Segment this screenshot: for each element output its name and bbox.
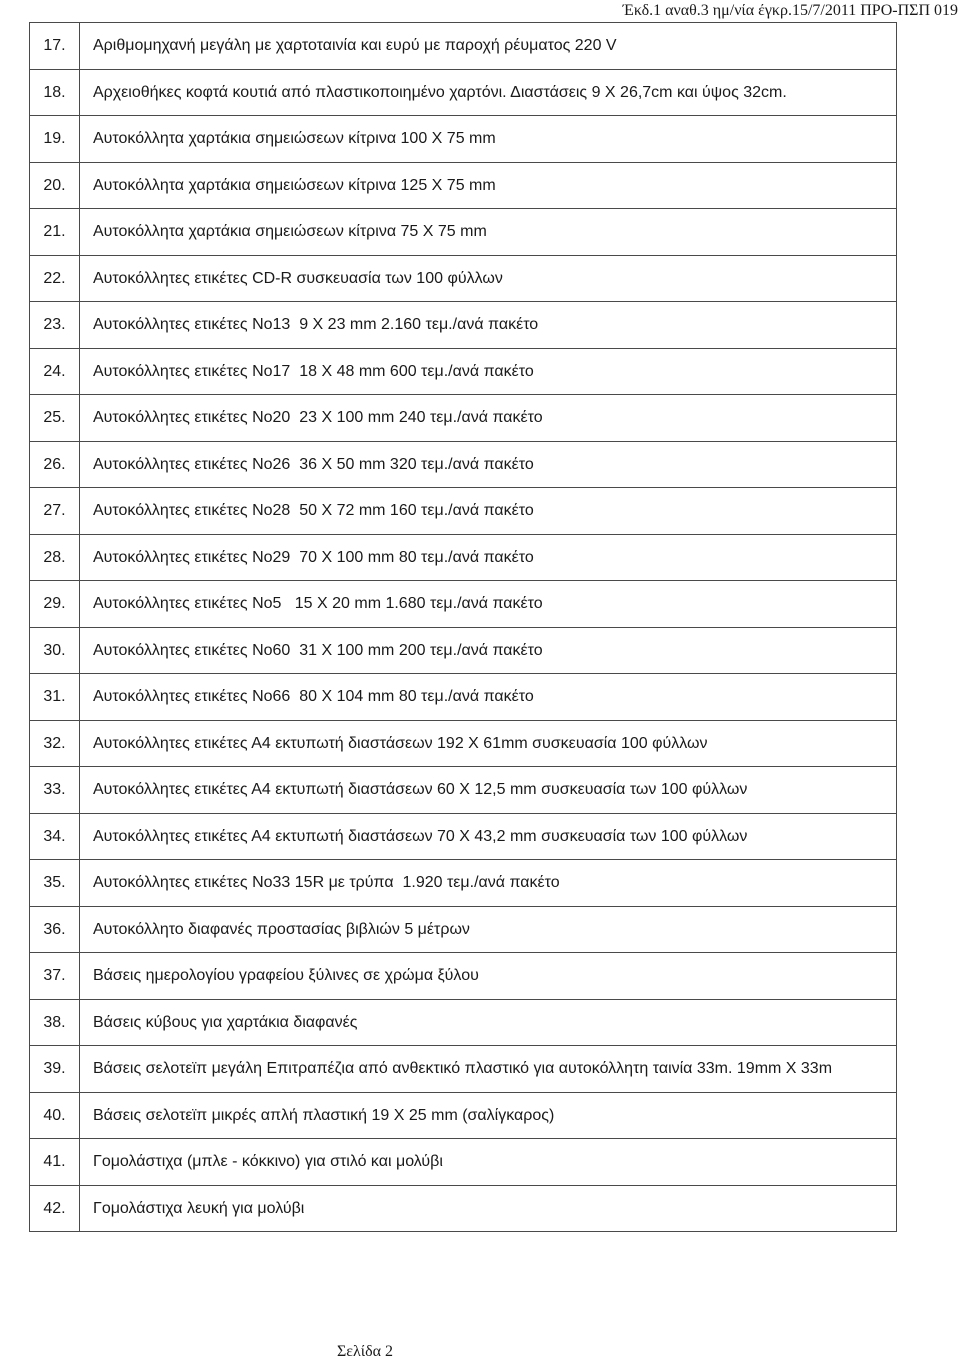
item-description-cell: Βάσεις σελοτεϊπ μικρές απλή πλαστική 19 Χ 25 mm (σαλίγκαρος) — [80, 1092, 897, 1139]
table-row — [30, 860, 897, 907]
page-number-footer: Σελίδα 2 — [336, 1343, 393, 1360]
table-row — [30, 1139, 897, 1186]
table-row — [30, 116, 897, 163]
item-number-cell: 31. — [30, 674, 80, 721]
item-description-cell: Αυτοκόλλητες ετικέτες Νο17 18 Χ 48 mm 600 τεμ./ανά πακέτο — [80, 348, 897, 395]
item-description-cell: Αυτοκόλλητες ετικέτες CD-R συσκευασία των 100 φύλλων — [80, 255, 897, 302]
item-number-cell: 38. — [30, 999, 80, 1046]
table-row — [30, 488, 897, 535]
table-row — [30, 813, 897, 860]
table-row — [30, 627, 897, 674]
item-number-cell: 37. — [30, 953, 80, 1000]
item-description-cell: Αυτοκόλλητες ετικέτες Α4 εκτυπωτή διαστάσεων 192 Χ 61mm συσκευασία 100 φύλλων — [80, 720, 897, 767]
item-description-cell: Βάσεις κύβους για χαρτάκια διαφανές — [80, 999, 897, 1046]
item-number-cell: 24. — [30, 348, 80, 395]
item-description-cell: Αυτοκόλλητες ετικέτες Νο33 15R με τρύπα 1.920 τεμ./ανά πακέτο — [80, 860, 897, 907]
item-description-cell: Αυτοκόλλητες ετικέτες Νο26 36 Χ 50 mm 320 τεμ./ανά πακέτο — [80, 441, 897, 488]
items-table — [29, 22, 897, 1232]
item-description-cell: Αυτοκόλλητες ετικέτες Νο28 50 Χ 72 mm 160 τεμ./ανά πακέτο — [80, 488, 897, 535]
item-number-cell: 26. — [30, 441, 80, 488]
item-number-cell: 32. — [30, 720, 80, 767]
item-description-cell: Αυτοκόλλητες ετικέτες Α4 εκτυπωτή διαστάσεων 70 Χ 43,2 mm συσκευασία των 100 φύλλων — [80, 813, 897, 860]
table-row — [30, 395, 897, 442]
item-number-cell: 23. — [30, 302, 80, 349]
table-row — [30, 1092, 897, 1139]
item-description-cell: Αυτοκόλλητες ετικέτες Νο60 31 Χ 100 mm 200 τεμ./ανά πακέτο — [80, 627, 897, 674]
item-description-cell: Αυτοκόλλητα χαρτάκια σημειώσεων κίτρινα 100 Χ 75 mm — [80, 116, 897, 163]
item-number-cell: 17. — [30, 23, 80, 70]
table-row — [30, 255, 897, 302]
items-table-body — [30, 23, 897, 1232]
item-description-cell: Αριθμομηχανή μεγάλη με χαρτοταινία και ευρύ με παροχή ρέυματος 220 V — [80, 23, 897, 70]
item-number-cell: 40. — [30, 1092, 80, 1139]
item-number-cell: 39. — [30, 1046, 80, 1093]
item-number-cell: 36. — [30, 906, 80, 953]
item-number-cell: 28. — [30, 534, 80, 581]
item-number-cell: 35. — [30, 860, 80, 907]
item-number-cell: 42. — [30, 1185, 80, 1232]
item-number-cell: 27. — [30, 488, 80, 535]
item-description-cell: Γομολάστιχα (μπλε - κόκκινο) για στιλό και μολύβι — [80, 1139, 897, 1186]
item-description-cell: Αυτοκόλλητες ετικέτες Νο66 80 Χ 104 mm 80 τεμ./ανά πακέτο — [80, 674, 897, 721]
item-number-cell: 29. — [30, 581, 80, 628]
item-description-cell: Αυτοκόλλητες ετικέτες Νο29 70 Χ 100 mm 80 τεμ./ανά πακέτο — [80, 534, 897, 581]
item-description-cell: Αρχειοθήκες κοφτά κουτιά από πλαστικοποιημένο χαρτόνι. Διαστάσεις 9 Χ 26,7cm και ύψος 32cm. — [80, 69, 897, 116]
item-description-cell: Αυτοκόλλητο διαφανές προστασίας βιβλιών 5 μέτρων — [80, 906, 897, 953]
table-row — [30, 674, 897, 721]
table-row — [30, 23, 897, 70]
item-number-cell: 20. — [30, 162, 80, 209]
table-row — [30, 581, 897, 628]
item-number-cell: 18. — [30, 69, 80, 116]
table-row — [30, 302, 897, 349]
item-number-cell: 22. — [30, 255, 80, 302]
table-row — [30, 767, 897, 814]
item-description-cell: Βάσεις σελοτεϊπ μεγάλη Επιτραπέζια από ανθεκτικό πλαστικό για αυτοκόλλητη ταινία 33m. 19mm Χ 33m — [80, 1046, 897, 1093]
table-row — [30, 720, 897, 767]
item-description-cell: Αυτοκόλλητα χαρτάκια σημειώσεων κίτρινα 125 Χ 75 mm — [80, 162, 897, 209]
item-description-cell: Βάσεις ημερολογίου γραφείου ξύλινες σε χρώμα ξύλου — [80, 953, 897, 1000]
item-description-cell: Γομολάστιχα λευκή για μολύβι — [80, 1185, 897, 1232]
item-description-cell: Αυτοκόλλητες ετικέτες Νο5 15 Χ 20 mm 1.680 τεμ./ανά πακέτο — [80, 581, 897, 628]
item-description-cell: Αυτοκόλλητες ετικέτες Νο20 23 Χ 100 mm 240 τεμ./ανά πακέτο — [80, 395, 897, 442]
item-description-cell: Αυτοκόλλητες ετικέτες Α4 εκτυπωτή διαστάσεων 60 Χ 12,5 mm συσκευασία των 100 φύλλων — [80, 767, 897, 814]
item-description-cell: Αυτοκόλλητα χαρτάκια σημειώσεων κίτρινα 75 Χ 75 mm — [80, 209, 897, 256]
item-number-cell: 41. — [30, 1139, 80, 1186]
item-number-cell: 21. — [30, 209, 80, 256]
table-row — [30, 69, 897, 116]
item-number-cell: 25. — [30, 395, 80, 442]
table-row — [30, 1046, 897, 1093]
item-number-cell: 19. — [30, 116, 80, 163]
item-number-cell: 34. — [30, 813, 80, 860]
item-number-cell: 30. — [30, 627, 80, 674]
table-row — [30, 534, 897, 581]
document-reference-header: Έκδ.1 αναθ.3 ημ/νία έγκρ.15/7/2011 ΠΡΟ-ΠΣΠ 019 — [622, 2, 958, 19]
table-row — [30, 348, 897, 395]
item-number-cell: 33. — [30, 767, 80, 814]
table-row — [30, 1185, 897, 1232]
table-row — [30, 162, 897, 209]
table-row — [30, 209, 897, 256]
item-description-cell: Αυτοκόλλητες ετικέτες Νο13 9 Χ 23 mm 2.160 τεμ./ανά πακέτο — [80, 302, 897, 349]
table-row — [30, 953, 897, 1000]
table-row — [30, 999, 897, 1046]
table-row — [30, 441, 897, 488]
table-row — [30, 906, 897, 953]
